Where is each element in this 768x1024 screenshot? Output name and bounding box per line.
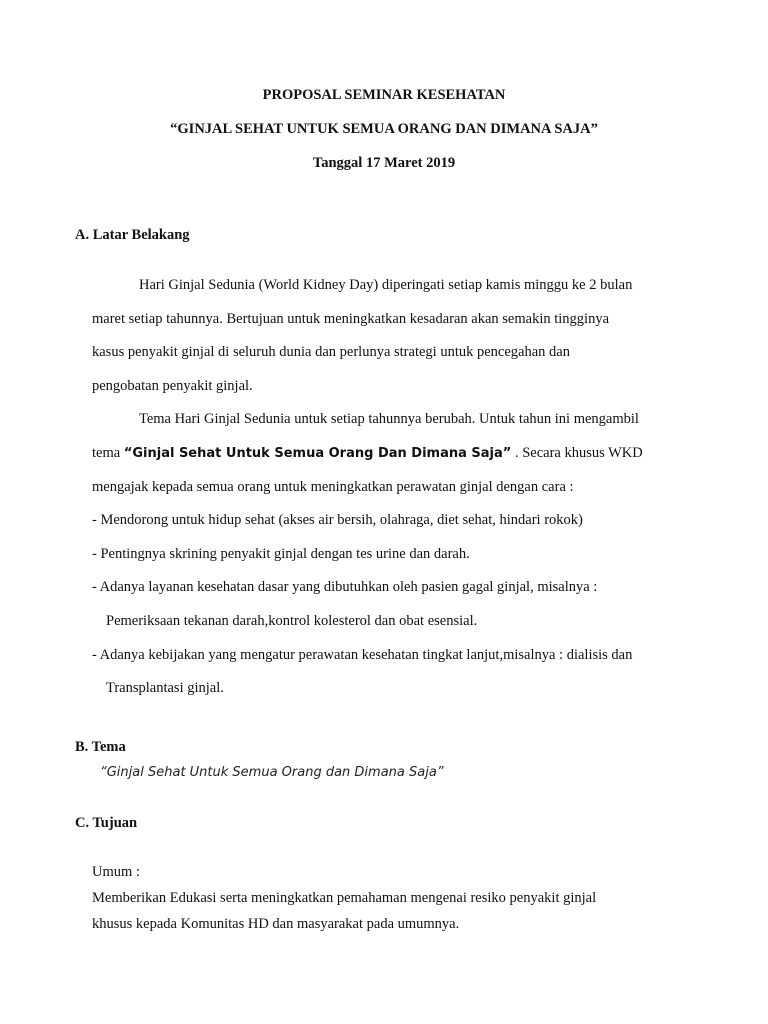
document-title: PROPOSAL SEMINAR KESEHATAN <box>262 87 506 103</box>
section-b-heading: B. Tema <box>75 739 126 755</box>
theme-emphasis: “Ginjal Sehat Untuk Semua Orang Dan Dimana Saja” <box>123 446 512 461</box>
paragraph-line: Tema Hari Ginjal Sedunia untuk setiap tahunnya berubah. Untuk tahun ini mengambil <box>139 411 639 427</box>
list-item: - Adanya layanan kesehatan dasar yang dibutuhkan oleh pasien gagal ginjal, misalnya : <box>92 579 598 595</box>
paragraph-line: kasus penyakit ginjal di seluruh dunia dan perlunya strategi untuk pencegahan dan <box>92 344 570 360</box>
paragraph-line: Hari Ginjal Sedunia (World Kidney Day) diperingati setiap kamis minggu ke 2 bulan <box>139 277 633 293</box>
umum-label: Umum : <box>92 864 140 880</box>
paragraph-line: mengajak kepada semua orang untuk meningkatkan perawatan ginjal dengan cara : <box>92 479 574 495</box>
section-c-heading: C. Tujuan <box>75 815 138 831</box>
paragraph-line: Memberikan Edukasi serta meningkatkan pemahaman mengenai resiko penyakit ginjal <box>92 890 597 906</box>
document-date: Tanggal 17 Maret 2019 <box>312 155 456 171</box>
text-suffix: . Secara khusus WKD <box>511 445 643 461</box>
text-prefix: tema <box>92 445 124 461</box>
document-subtitle: “GINJAL SEHAT UNTUK SEMUA ORANG DAN DIMANA SAJA” <box>170 121 598 137</box>
list-item-continuation: Transplantasi ginjal. <box>106 680 224 696</box>
section-a-heading: A. Latar Belakang <box>75 227 190 243</box>
list-item: - Adanya kebijakan yang mengatur perawatan kesehatan tingkat lanjut,misalnya : dialisis dan <box>92 647 633 663</box>
list-item: - Mendorong untuk hidup sehat (akses air bersih, olahraga, diet sehat, hindari rokok) <box>92 512 583 528</box>
paragraph-line: khusus kepada Komunitas HD dan masyarakat pada umumnya. <box>92 916 460 932</box>
paragraph-line: maret setiap tahunnya. Bertujuan untuk meningkatkan kesadaran akan semakin tingginya <box>92 311 610 327</box>
list-item: - Pentingnya skrining penyakit ginjal dengan tes urine dan darah. <box>92 546 470 562</box>
paragraph-line-theme <box>92 445 643 462</box>
theme-text: “Ginjal Sehat Untuk Semua Orang dan Dimana Saja” <box>100 765 444 780</box>
list-item-continuation: Pemeriksaan tekanan darah,kontrol kolesterol dan obat esensial. <box>106 613 478 629</box>
paragraph-line: pengobatan penyakit ginjal. <box>92 378 253 394</box>
